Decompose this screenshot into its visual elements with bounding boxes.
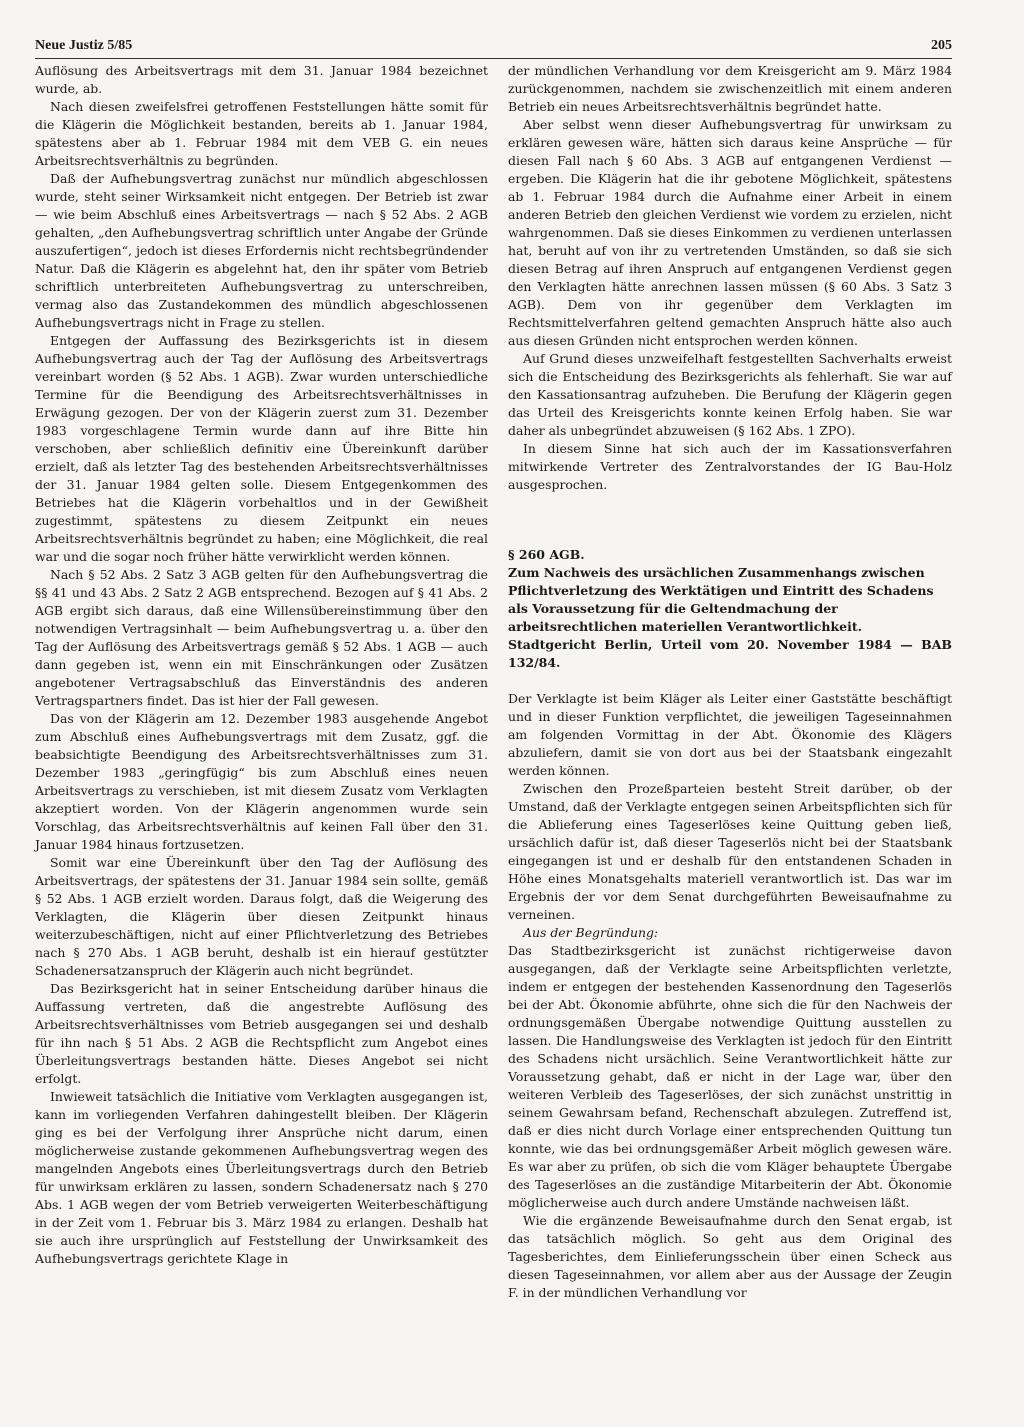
paragraph: Auf Grund dieses unzweifelhaft festgestellten Sachverhalts erweist sich die Entscheidung des Bezirksgerichts als fehlerhaft. Sie war auf den Kassationsantrag aufzuheben. Die Berufung der Klägerin gegen das Urteil des Kreisgerichts konnte keinen Erfolg haben. Sie war daher als unbegründet abzuweisen (§ 162 Abs. 1 ZPO).	[508, 351, 952, 438]
page-header	[35, 36, 952, 59]
reasoning-subheading: Aus der Begründung:	[523, 925, 659, 940]
paragraph: Nach § 52 Abs. 2 Satz 3 AGB gelten für den Aufhebungsvertrag die §§ 41 und 43 Abs. 2 Satz 2 AGB entsprechend. Bezogen auf § 41 Abs. 2 AGB ergibt sich daraus, daß eine Willensübereinstimmung über den notwendigen Vertragsinhalt — beim Aufhebungsvertrag u. a. über den Tag der Auflösung des Arbeitsvertrags gemäß § 52 Abs. 1 AGB — auch dann gegeben ist, wenn ein mit Einschränkungen oder Zusätzen angebotener Vertragsabschluß das Einverständnis des anderen Vertragspartners findet. Das ist hier der Fall gewesen.	[35, 567, 488, 708]
paragraph: Inwieweit tatsächlich die Initiative vom Verklagten ausgegangen ist, kann im vorliegenden Verfahren dahingestellt bleiben. Der Klägerin ging es bei der Verfolgung ihrer Ansprüche nicht darum, einen möglicherweise zustande gekommenen Aufhebungsvertrag wegen des mangelnden Angebots eines Überleitungsvertrags durch den Betrieb für unwirksam erklären zu lassen, sondern Schadenersatz nach § 270 Abs. 1 AGB wegen der vom Betrieb verweigerten Weiterbeschäftigung in der Zeit vom 1. Februar bis 3. März 1984 zu erlangen. Deshalb hat sie auch ihre ursprünglich auf Feststellung der Unwirksamkeit des Aufhebungsvertrags gerichtete Klage in	[35, 1089, 488, 1266]
paragraph: Das von der Klägerin am 12. Dezember 1983 ausgehende Angebot zum Abschluß eines Aufhebungsvertrags mit dem Zusatz, ggf. die beabsichtigte Beendigung des Arbeitsrechtsverhältnisses zum 31. Dezember 1983 „geringfügig“ bis zum Abschluß eines neuen Arbeitsvertrags zu verschieben, ist mit diesem Zusatz vom Verklagten akzeptiert worden. Von der Klägerin angenommen wurde sein Vorschlag, das Arbeitsrechtsverhältnis auf keinen Fall über den 31. Januar 1984 hinaus fortzusetzen.	[35, 711, 488, 852]
journal-title: Neue Justiz 5/85	[35, 38, 133, 53]
paragraph: Aber selbst wenn dieser Aufhebungsvertrag für unwirksam zu erklären gewesen wäre, hätten sich daraus keine Ansprüche — für diesen Fall nach § 60 Abs. 3 AGB auf entgangenen Verdienst — ergeben. Die Klägerin hat die ihr gebotene Möglichkeit, spätestens ab 1. Februar 1984 durch die Aufnahme einer Arbeit in einem anderen Betrieb den gleichen Verdienst wie vordem zu erzielen, nicht wahrgenommen. Daß sie dieses Einkommen zu verdienen unterlassen hat, beruht auf von ihr zu vertretenden Umständen, so daß sie sich diesen Betrag auf ihren Anspruch auf entgangenen Verdienst gegen den Verklagten hätte anrechnen lassen müssen (§ 60 Abs. 3 Satz 3 AGB). Dem von ihr gegenüber dem Verklagten im Rechtsmittelverfahren geltend gemachten Anspruch hätte also auch aus diesen Gründen nicht entsprochen werden können.	[508, 117, 952, 348]
paragraph: Der Verklagte ist beim Kläger als Leiter einer Gaststätte beschäftigt und in dieser Funktion verpflichtet, die jeweiligen Tageseinnahmen am folgenden Vormittag in der Abt. Ökonomie des Klägers abzuliefern, damit sie von dort aus bei der Staatsbank eingezahlt werden können.	[508, 691, 952, 778]
case-paragraph-ref: § 260 AGB.	[508, 547, 585, 562]
paragraph: In diesem Sinne hat sich auch der im Kassationsverfahren mitwirkende Vertreter des Zentralvorstandes der IG Bau-Holz ausgesprochen.	[508, 441, 952, 492]
right-column	[508, 62, 952, 1302]
paragraph: Wie die ergänzende Beweisaufnahme durch den Senat ergab, ist das tatsächlich möglich. So geht aus dem Original des Tagesberichtes, dem Einlieferungsschein über einen Scheck aus diesen Tageseinnahmen, vor allem aber aus der Aussage der Zeugin F. in der mündlichen Verhandlung vor	[508, 1213, 952, 1300]
paragraph: der mündlichen Verhandlung vor dem Kreisgericht am 9. März 1984 zurückgenommen, nachdem sie zwischenzeitlich mit einem anderen Betrieb ein neues Arbeitsrechtsverhältnis begründet hatte.	[508, 63, 952, 114]
paragraph: Entgegen der Auffassung des Bezirksgerichts ist in diesem Aufhebungsvertrag auch der Tag der Auflösung des Arbeitsvertrags vereinbart worden (§ 52 Abs. 1 AGB). Zwar wurden unterschiedliche Termine für die Beendigung des Arbeitsrechtsverhältnisses in Erwägung gezogen. Der von der Klägerin zuerst zum 31. Dezember 1983 vorgeschlagene Termin wurde dann auf ihre Bitte hin verschoben, aber schließlich definitiv eine Übereinkunft darüber erzielt, daß als letzter Tag des bestehenden Arbeitsrechtsverhältnisses der 31. Januar 1984 gelten solle. Diesem Entgegenkommen des Betriebes hat die Klägerin vorbehaltlos und in der Gewißheit zugestimmt, spätestens zu diesem Zeitpunkt ein neues Arbeitsrechtsverhältnis begründet zu haben; eine Möglichkeit, die real war und die sogar noch früher hätte verwirklicht werden können.	[35, 333, 488, 564]
paragraph: Auflösung des Arbeitsvertrags mit dem 31. Januar 1984 bezeichnet wurde, ab.	[35, 63, 488, 96]
case-title: Zum Nachweis des ursächlichen Zusammenhangs zwischen Pflichtverletzung des Werktätigen und Eintritt des Schadens als Voraussetzung für die Geltendmachung der arbeitsrechtlichen materiellen Verantwortlichkeit.	[508, 565, 934, 634]
paragraph: Somit war eine Übereinkunft über den Tag der Auflösung des Arbeitsvertrags, der spätestens der 31. Januar 1984 sein sollte, gemäß § 52 Abs. 1 AGB erzielt worden. Daraus folgt, daß die Weigerung des Verklagten, die Klägerin über diesen Zeitpunkt hinaus weiterzubeschäftigen, nicht auf einer Pflichtverletzung des Betriebes nach § 270 Abs. 1 AGB beruht, deshalb ist ein hierauf gestützter Schadenersatzanspruch der Klägerin auch nicht begründet.	[35, 855, 488, 978]
case-court: Stadtgericht Berlin, Urteil vom 20. November 1984 — BAB 132/84.	[508, 637, 952, 670]
paragraph: Das Stadtbezirksgericht ist zunächst richtigerweise davon ausgegangen, daß der Verklagte seine Arbeitspflichten verletzte, indem er entgegen der bestehenden Kassenordnung den Tageserlös bei der Abt. Ökonomie abführte, ohne sich die für den Nachweis der ordnungsgemäßen Übergabe notwendige Quittung ausstellen zu lassen. Die Handlungsweise des Verklagten ist jedoch für den Eintritt des Schadens nicht ursächlich. Seine Verantwortlichkeit hätte zur Voraussetzung gehabt, daß er nicht in der Lage war, über den weiteren Verbleib des Tageserlöses, der sich zunächst unstrittig in seinem Gewahrsam befand, Rechenschaft abzulegen. Zutreffend ist, daß er dies nicht durch Vorlage einer entsprechenden Quittung tun konnte, wie das bei ordnungsgemäßer Arbeit möglich gewesen wäre. Es war aber zu prüfen, ob sich die vom Kläger behauptete Übergabe des Tageserlöses an die zuständige Mitarbeiterin der Abt. Ökonomie möglicherweise auch durch andere Umstände nachweisen läßt.	[508, 943, 952, 1210]
left-column	[35, 62, 488, 1268]
paragraph: Zwischen den Prozeßparteien besteht Streit darüber, ob der Umstand, daß der Verklagte entgegen seinen Arbeitspflichten sich für die Ablieferung eines Tageserlöses keine Quittung geben ließ, ursächlich dafür ist, daß dieser Tageserlös nicht bei der Staatsbank eingegangen ist und er deshalb für den entstandenen Schaden in Höhe eines Monatsgehalts materiell verantwortlich ist. Das war im Ergebnis der vor dem Senat durchgeführten Beweisaufnahme zu verneinen.	[508, 781, 952, 922]
page-number: 205	[931, 38, 952, 53]
paragraph: Das Bezirksgericht hat in seiner Entscheidung darüber hinaus die Auffassung vertreten, daß die angestrebte Auflösung des Arbeitsrechtsverhältnisses vom Betrieb ausgegangen sei und deshalb für ihn nach § 51 Abs. 2 AGB die Rechtspflicht zum Angebot eines Überleitungsvertrags bestanden hätte. Dieses Angebot sei nicht erfolgt.	[35, 981, 488, 1086]
paragraph: Daß der Aufhebungsvertrag zunächst nur mündlich abgeschlossen wurde, steht seiner Wirksamkeit nicht entgegen. Der Betrieb ist zwar — wie beim Abschluß eines Arbeitsvertrags — nach § 52 Abs. 2 AGB gehalten, „den Aufhebungsvertrag schriftlich unter Angabe der Gründe auszufertigen“, jedoch ist dieses Erfordernis nicht rechtsbegründender Natur. Daß die Klägerin es abgelehnt hat, den ihr später vom Betrieb schriftlich unterbreiteten Aufhebungsvertrag zu unterschreiben, vermag also das Zustandekommen des mündlich abgeschlossenen Aufhebungsvertrags nicht in Frage zu stellen.	[35, 171, 488, 330]
paragraph: Nach diesen zweifelsfrei getroffenen Feststellungen hätte somit für die Klägerin die Möglichkeit bestanden, bereits ab 1. Januar 1984, spätestens aber ab 1. Februar 1984 mit dem VEB G. ein neues Arbeitsrechtsverhältnis zu begründen.	[35, 99, 488, 168]
